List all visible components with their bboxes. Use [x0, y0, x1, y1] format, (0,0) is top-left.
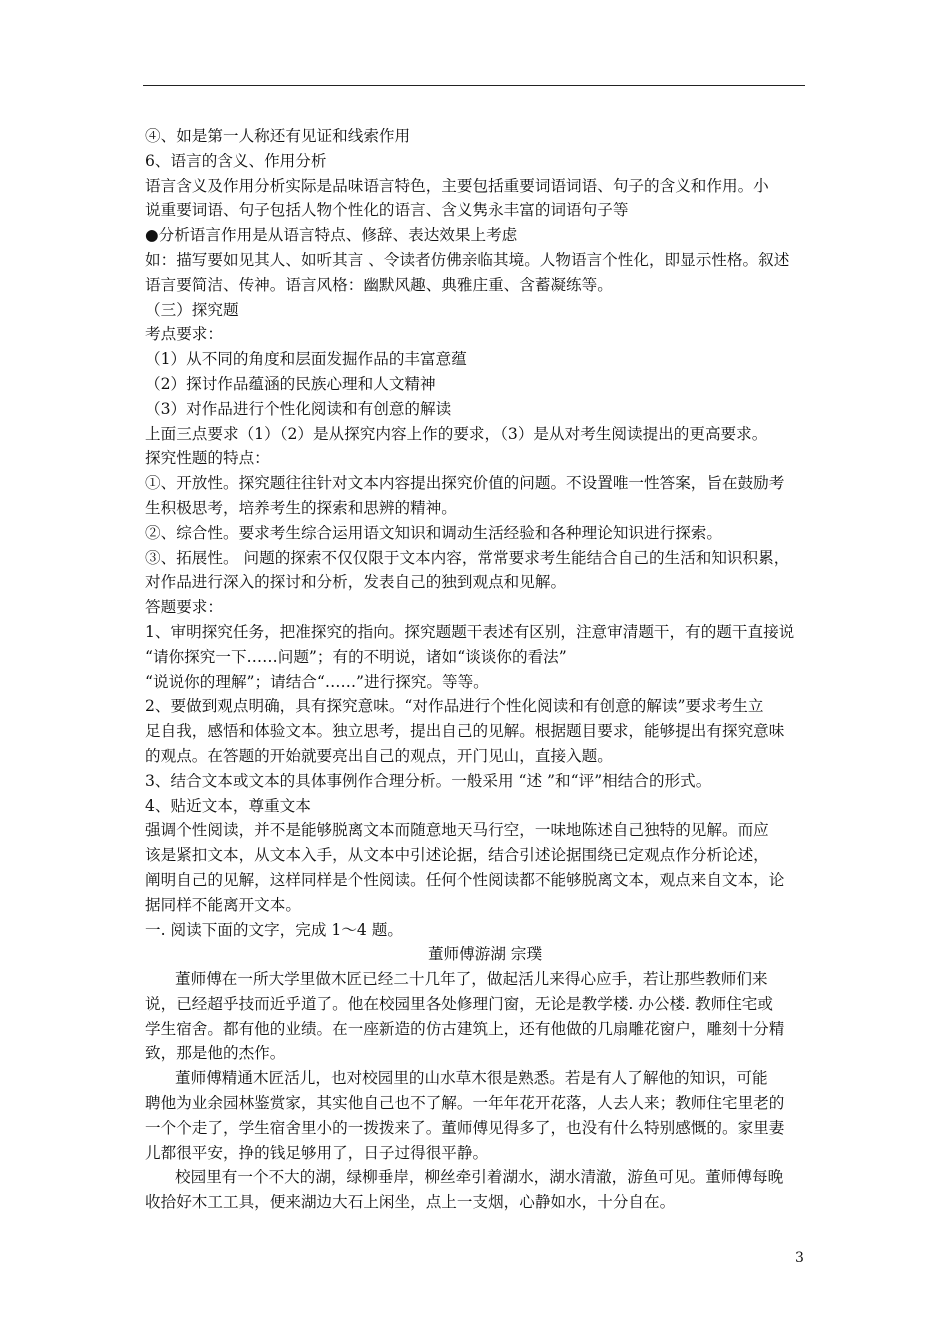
text-line: 3、结合文本或文本的具体事例作合理分析。一般采用 “述 ”和“评”相结合的形式。 [145, 771, 712, 790]
text-line: 对作品进行深入的探讨和分析，发表自己的独到观点和见解。 [145, 573, 567, 592]
header-rule [143, 85, 805, 86]
section-heading: 6、语言的含义、作用分析 [145, 151, 327, 170]
text-line: 生积极思考，培养考生的探索和思辨的精神。 [145, 498, 457, 517]
text-line: 足自我，感悟和体验文本。独立思考，提出自己的见解。根据题目要求，能够提出有探究意味 [145, 722, 785, 741]
list-item: （2）探讨作品蕴涵的民族心理和人文精神 [145, 374, 436, 393]
text-line: 据同样不能离开文本。 [145, 895, 301, 914]
text-line: 如：描写要如见其人、如听其言 、令读者仿佛亲临其境。人物语言个性化，即显示性格。叙述 [145, 250, 790, 269]
text-line: 4、贴近文本，尊重文本 [145, 796, 311, 815]
article-line: 说，已经超乎技而近乎道了。他在校园里各处修理门窗，无论是教学楼. 办公楼. 教师住宅或 [145, 994, 773, 1013]
text-line: 说重要词语、句子包括人物个性化的语言、含义隽永丰富的词语句子等 [145, 201, 629, 220]
article-line: 收拾好木工工具，便来湖边大石上闲坐，点上一支烟，心静如水，十分自在。 [145, 1193, 676, 1212]
article-title: 董师傅游湖 宗璞 [427, 945, 543, 964]
text-line: 探究性题的特点： [145, 449, 270, 468]
list-item: （1）从不同的角度和层面发掘作品的丰富意蕴 [145, 350, 467, 369]
text-line: 阐明自己的见解，这样同样是个性阅读。任何个性阅读都不能够脱离文本，观点来自文本，论 [145, 870, 785, 889]
text-line: 考点要求： [145, 325, 223, 344]
article-line: 校园里有一个不大的湖，绿柳垂岸，柳丝牵引着湖水，湖水清澈，游鱼可见。董师傅每晚 [175, 1168, 784, 1187]
document-body [145, 124, 815, 1215]
text-line: ③、拓展性。 问题的探索不仅仅限于文本内容，常常要求考生能结合自己的生活和知识积累， [145, 548, 790, 567]
text-line: ①、开放性。探究题往往针对文本内容提出探究价值的问题。不设置唯一性答案，旨在鼓励考 [145, 474, 785, 493]
text-line: 语言要简洁、传神。语言风格：幽默风趣、典雅庄重、含蓄凝练等。 [145, 275, 613, 294]
article-line: 董师傅精通木匠活儿，也对校园里的山水草木很是熟悉。若是有人了解他的知识，可能 [175, 1069, 768, 1088]
article-line: 致，那是他的杰作。 [145, 1044, 286, 1063]
text-line: ②、综合性。要求考生综合运用语文知识和调动生活经验和各种理论知识进行探索。 [145, 523, 722, 542]
text-line: 答题要求： [145, 598, 223, 617]
text-line: 该是紧扣文本，从文本入手，从文本中引述论据，结合引述论据围绕已定观点作分析论述， [145, 846, 769, 865]
article-line: 董师傅在一所大学里做木匠已经二十几年了，做起活儿来得心应手，若让那些教师们来 [175, 970, 768, 989]
text-line: ④、如是第一人称还有见证和线索作用 [145, 127, 411, 145]
section-heading: （三）探究题 [145, 300, 239, 319]
text-line: 2、要做到观点明确，具有探究意味。“对作品进行个性化阅读和有创意的解读”要求考生立 [145, 697, 764, 716]
text-line: 语言含义及作用分析实际是品味语言特色，主要包括重要词语词语、句子的含义和作用。小 [145, 176, 769, 195]
question-instruction: 一. 阅读下面的文字，完成 1～4 题。 [145, 920, 403, 939]
text-line: ●分析语言作用是从语言特点、修辞、表达效果上考虑 [145, 226, 518, 245]
article-line: 儿都很平安，挣的钱足够用了，日子过得很平静。 [145, 1143, 489, 1162]
article-line: 一个个走了，学生宿舍里小的一拨拨来了。董师傅见得多了，也没有什么特别感慨的。家里妻 [145, 1118, 785, 1137]
text-line: 的观点。在答题的开始就要亮出自己的观点，开门见山，直接入题。 [145, 746, 613, 765]
text-line: 强调个性阅读，并不是能够脱离文本而随意地天马行空，一味地陈述自己独特的见解。而应 [145, 821, 769, 840]
text-line: “说说你的理解”；请结合“……”进行探究。等等。 [145, 672, 489, 691]
article-line: 学生宿舍。都有他的业绩。在一座新造的仿古建筑上，还有他做的几扇雕花窗户，雕刻十分精 [145, 1019, 785, 1038]
article-line: 聘他为业余园林鉴赏家，其实他自己也不了解。一年年花开花落，人去人来；教师住宅里老的 [145, 1094, 785, 1113]
text-line: 1、审明探究任务，把准探究的指向。探究题题干表述有区别，注意审清题干，有的题干直接说 [145, 622, 795, 641]
page-number: 3 [795, 1250, 804, 1266]
text-line: “请你探究一下……问题”；有的不明说，诸如“谈谈你的看法” [145, 647, 567, 666]
list-item: （3）对作品进行个性化阅读和有创意的解读 [145, 399, 452, 418]
text-line: 上面三点要求（1）（2）是从探究内容上作的要求，（3）是从对考生阅读提出的更高要求。 [145, 424, 768, 443]
